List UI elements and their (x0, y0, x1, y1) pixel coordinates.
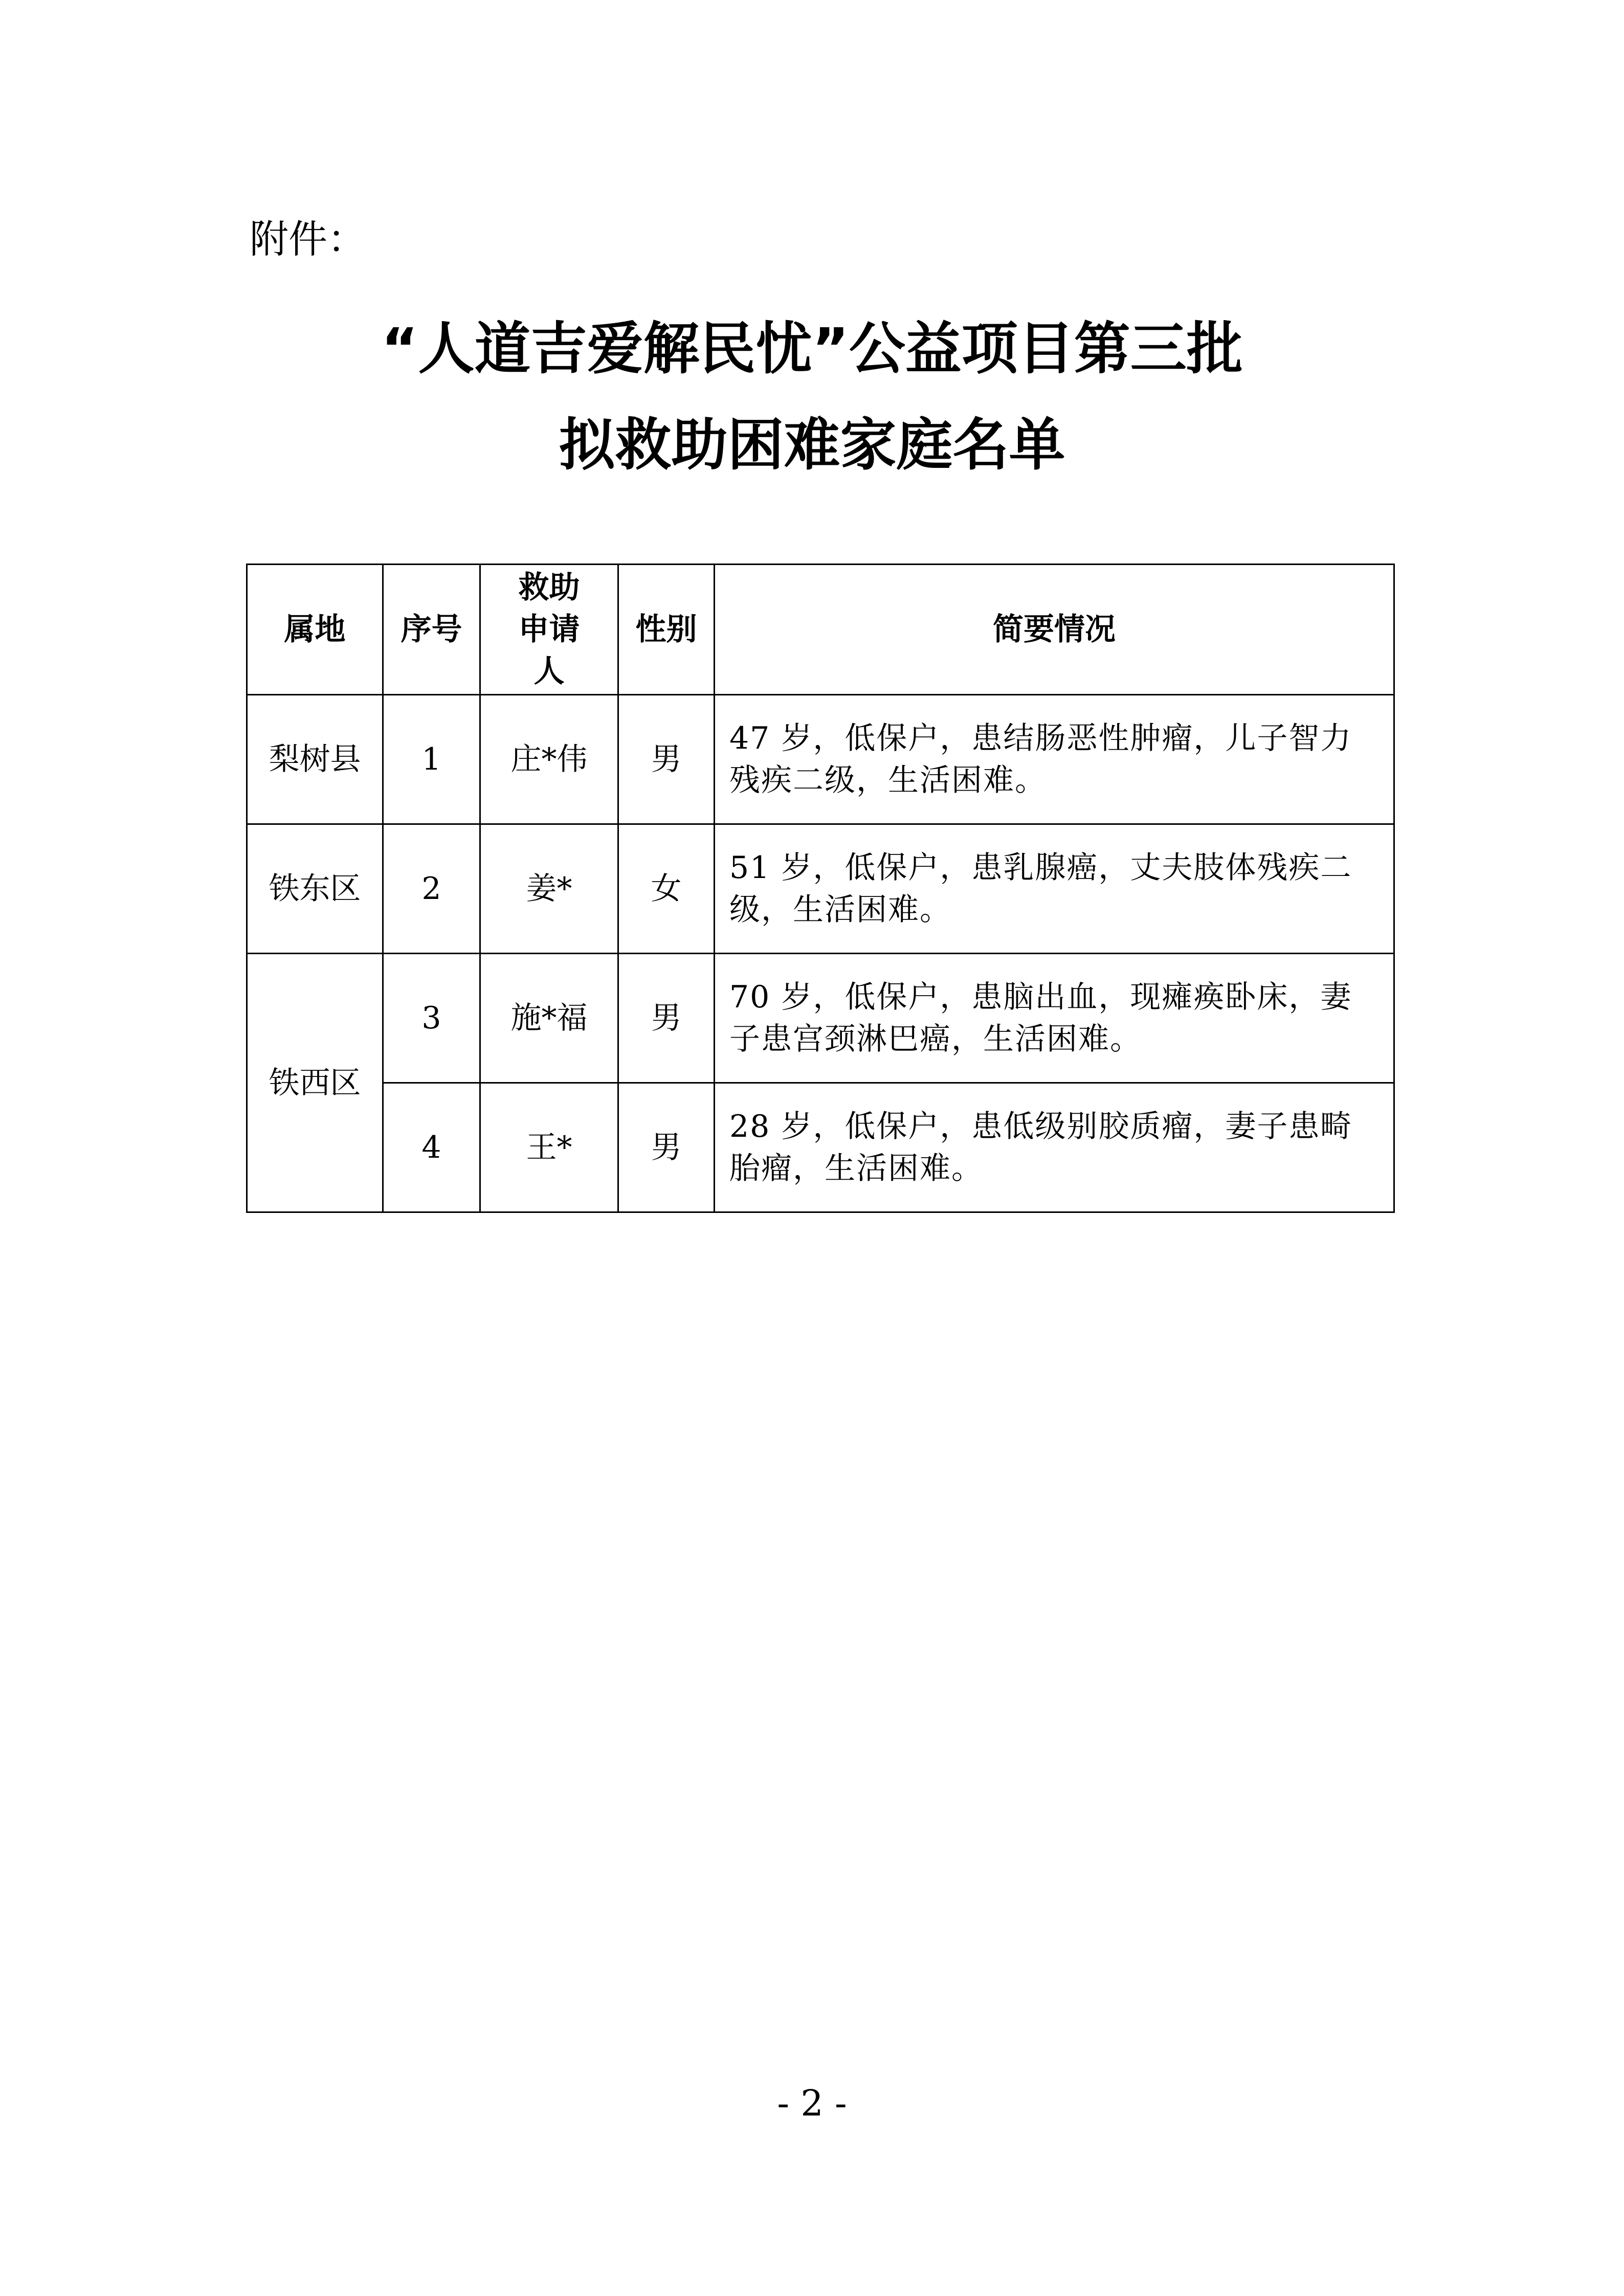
cell-applicant: 庄*伟 (480, 695, 618, 824)
table-row (247, 954, 1394, 1083)
cell-region-merged: 铁西区 (247, 954, 383, 1212)
cell-summary: 51 岁，低保户，患乳腺癌，丈夫肢体残疾二级，生活困难。 (715, 824, 1394, 954)
document-title-line-1: “人道吉爱解民忧”公益项目第三批 (381, 316, 1243, 381)
cell-summary: 70 岁，低保户，患脑出血，现瘫痪卧床，妻子患宫颈淋巴癌，生活困难。 (715, 954, 1394, 1083)
table-row (247, 695, 1394, 824)
table-row (247, 1083, 1394, 1212)
cell-region: 铁东区 (247, 824, 383, 954)
cell-seq: 3 (383, 954, 480, 1083)
attachment-label: 附件： (250, 216, 366, 262)
cell-gender: 男 (618, 1083, 715, 1212)
cell-gender: 女 (618, 824, 715, 954)
header-gender: 性别 (618, 565, 715, 695)
document-title-line-2: 拟救助困难家庭名单 (559, 412, 1065, 478)
header-applicant-text: 救助申请人 (518, 570, 580, 689)
assistance-table (246, 564, 1395, 1213)
cell-applicant: 姜* (480, 824, 618, 954)
cell-seq: 1 (383, 695, 480, 824)
cell-gender: 男 (618, 695, 715, 824)
cell-applicant: 王* (480, 1083, 618, 1212)
header-summary: 简要情况 (715, 565, 1394, 695)
cell-summary: 47 岁，低保户，患结肠恶性肿瘤，儿子智力残疾二级，生活困难。 (715, 695, 1394, 824)
table-header-row (247, 565, 1394, 695)
cell-seq: 4 (383, 1083, 480, 1212)
header-applicant (480, 565, 618, 695)
cell-gender: 男 (618, 954, 715, 1083)
header-region: 属地 (247, 565, 383, 695)
assistance-table-container (246, 564, 1395, 1213)
cell-summary: 28 岁，低保户，患低级别胶质瘤，妻子患畸胎瘤，生活困难。 (715, 1083, 1394, 1212)
header-seq: 序号 (383, 565, 480, 695)
table-row (247, 824, 1394, 954)
cell-applicant: 施*福 (480, 954, 618, 1083)
cell-region: 梨树县 (247, 695, 383, 824)
cell-seq: 2 (383, 824, 480, 954)
page-number: - 2 - (777, 2082, 847, 2124)
